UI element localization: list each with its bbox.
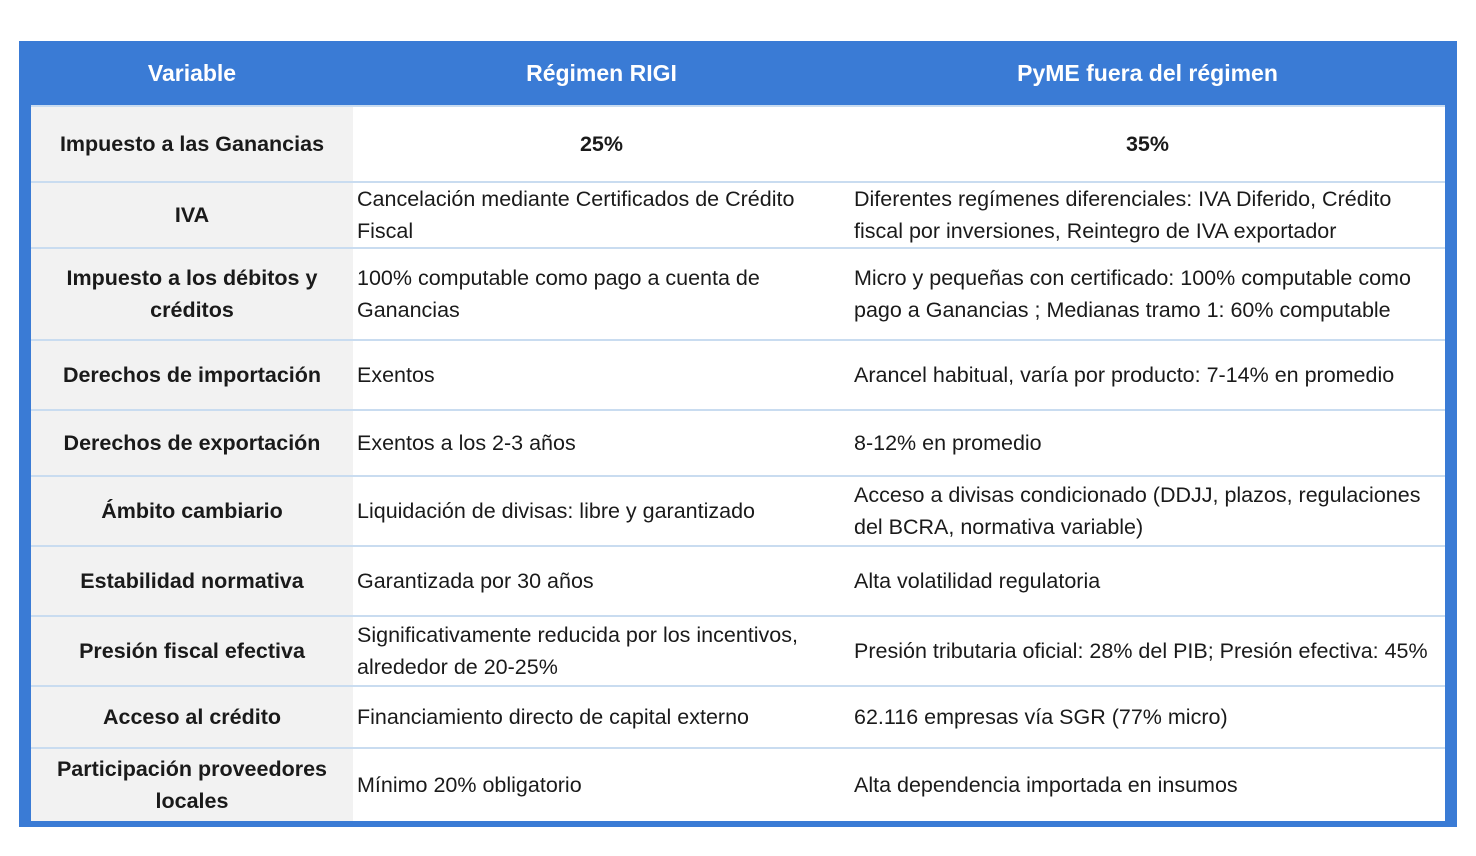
row-variable: Estabilidad normativa xyxy=(31,546,353,616)
table-row xyxy=(31,748,1445,821)
row-rigi-value: 25% xyxy=(353,106,850,182)
row-rigi-value: Liquidación de divisas: libre y garantizado xyxy=(353,476,850,546)
row-pyme-value: Alta dependencia importada en insumos xyxy=(850,748,1445,821)
header-rigi: Régimen RIGI xyxy=(353,41,850,106)
row-rigi-value: Exentos xyxy=(353,340,850,410)
row-variable: Derechos de exportación xyxy=(31,410,353,476)
row-rigi-value: Cancelación mediante Certificados de Crédito Fiscal xyxy=(353,182,850,248)
row-pyme-value: Micro y pequeñas con certificado: 100% computable como pago a Ganancias ; Medianas tramo 1: 60% computable xyxy=(850,248,1445,340)
row-variable: IVA xyxy=(31,182,353,248)
table-row xyxy=(31,106,1445,182)
table-row xyxy=(31,546,1445,616)
row-pyme-value: Arancel habitual, varía por producto: 7-14% en promedio xyxy=(850,340,1445,410)
row-pyme-value: Acceso a divisas condicionado (DDJJ, plazos, regulaciones del BCRA, normativa variable) xyxy=(850,476,1445,546)
row-pyme-value: 62.116 empresas vía SGR (77% micro) xyxy=(850,686,1445,748)
row-pyme-value: 8-12% en promedio xyxy=(850,410,1445,476)
row-variable: Participación proveedores locales xyxy=(31,748,353,821)
row-rigi-value: 100% computable como pago a cuenta de Ganancias xyxy=(353,248,850,340)
row-rigi-value: Financiamiento directo de capital externo xyxy=(353,686,850,748)
table-row xyxy=(31,340,1445,410)
header-pyme: PyME fuera del régimen xyxy=(850,41,1445,106)
table-header xyxy=(31,41,1445,106)
table-row xyxy=(31,476,1445,546)
row-variable: Derechos de importación xyxy=(31,340,353,410)
row-pyme-value: Presión tributaria oficial: 28% del PIB; Presión efectiva: 45% xyxy=(850,616,1445,686)
comparison-table-frame xyxy=(19,41,1457,827)
row-variable: Impuesto a los débitos y créditos xyxy=(31,248,353,340)
table-row xyxy=(31,182,1445,248)
row-rigi-value: Mínimo 20% obligatorio xyxy=(353,748,850,821)
header-row xyxy=(31,41,1445,106)
row-rigi-value: Garantizada por 30 años xyxy=(353,546,850,616)
row-pyme-value: 35% xyxy=(850,106,1445,182)
table-body xyxy=(31,106,1445,821)
table-row xyxy=(31,616,1445,686)
row-variable: Presión fiscal efectiva xyxy=(31,616,353,686)
row-pyme-value: Alta volatilidad regulatoria xyxy=(850,546,1445,616)
row-variable: Acceso al crédito xyxy=(31,686,353,748)
row-pyme-value: Diferentes regímenes diferenciales: IVA Diferido, Crédito fiscal por inversiones, Reintegro de IVA exportador xyxy=(850,182,1445,248)
row-rigi-value: Exentos a los 2-3 años xyxy=(353,410,850,476)
row-variable: Ámbito cambiario xyxy=(31,476,353,546)
table-row xyxy=(31,410,1445,476)
header-variable: Variable xyxy=(31,41,353,106)
table-row xyxy=(31,686,1445,748)
comparison-table xyxy=(31,41,1445,821)
table-row xyxy=(31,248,1445,340)
row-variable: Impuesto a las Ganancias xyxy=(31,106,353,182)
row-rigi-value: Significativamente reducida por los incentivos, alrededor de 20-25% xyxy=(353,616,850,686)
